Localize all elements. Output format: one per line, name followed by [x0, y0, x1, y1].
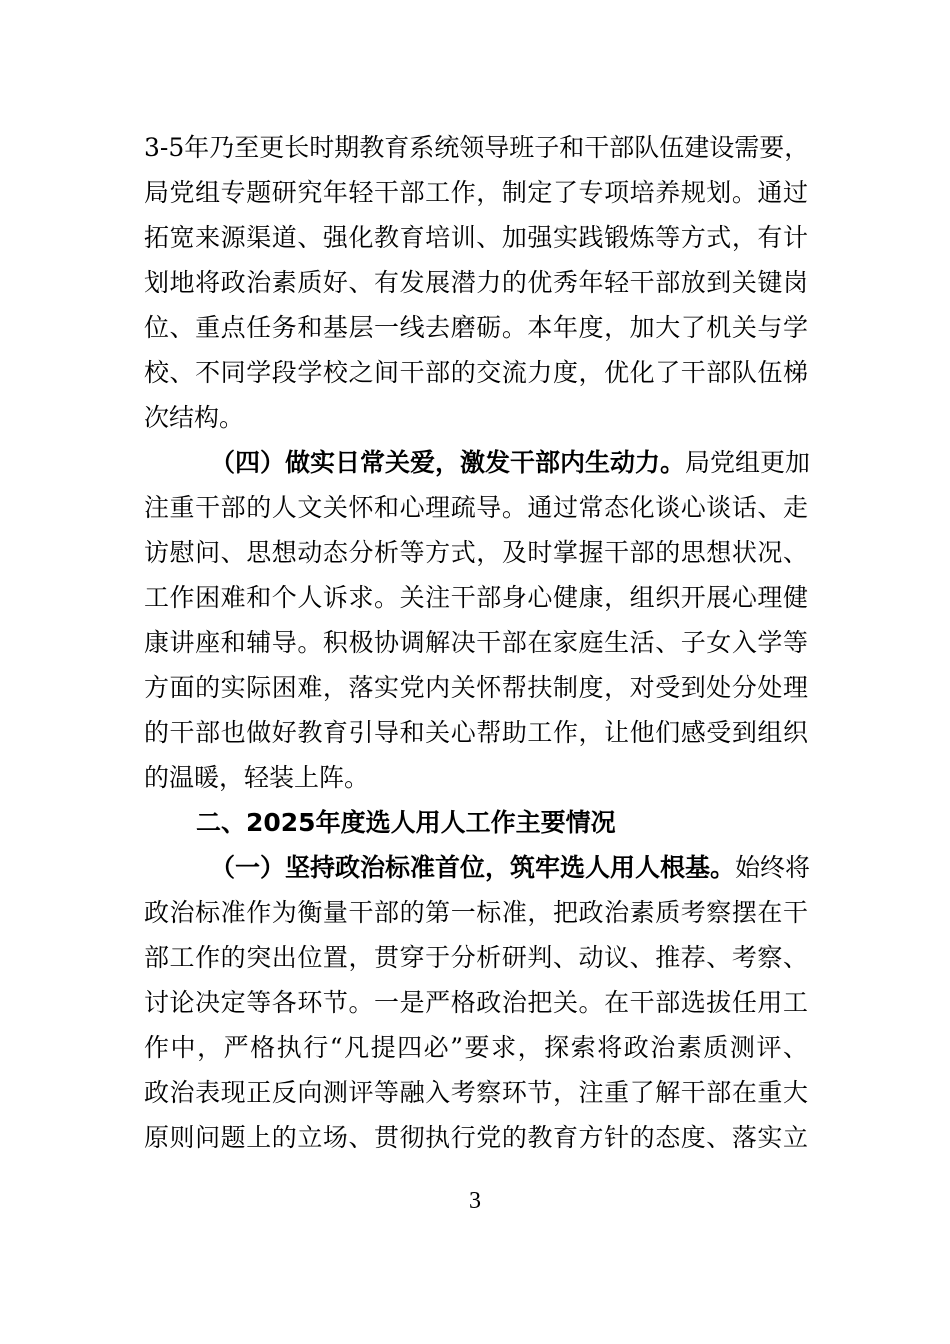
paragraph-line: 的干部也做好教育引导和关心帮助工作，让他们感受到组织	[144, 718, 808, 747]
paragraph-line: 注重干部的人文关怀和心理疏导。通过常态化谈心谈话、走	[144, 493, 808, 522]
paragraph-line: 局党组专题研究年轻干部工作，制定了专项培养规划。通过	[144, 178, 808, 207]
paragraph-line: 3-5年乃至更长时期教育系统领导班子和干部队伍建设需要，	[144, 133, 810, 162]
subsection-lead-4: （四）做实日常关爱，激发干部内生动力。	[210, 448, 686, 477]
paragraph-line: 方面的实际困难，落实党内关怀帮扶制度，对受到处分处理	[144, 673, 808, 702]
paragraph-line: 访慰问、思想动态分析等方式，及时掌握干部的思想状况、	[144, 538, 808, 567]
subsection-first-line	[210, 848, 811, 888]
subsection-first-line	[210, 443, 811, 483]
paragraph-line: 部工作的突出位置，贯穿于分析研判、动议、推荐、考察、	[144, 943, 808, 972]
paragraph-line: 拓宽来源渠道、强化教育培训、加强实践锻炼等方式，有计	[144, 223, 808, 252]
subsection-text: 始终将	[735, 853, 811, 882]
paragraph-line: 次结构。	[144, 403, 245, 432]
subsection-lead-1: （一）坚持政治标准首位，筑牢选人用人根基。	[210, 853, 736, 882]
paragraph-line: 原则问题上的立场、贯彻执行党的教育方针的态度、落实立	[144, 1123, 808, 1152]
paragraph-line: 工作困难和个人诉求。关注干部身心健康，组织开展心理健	[144, 583, 808, 612]
paragraph-line: 讨论决定等各环节。一是严格政治把关。在干部选拔任用工	[144, 988, 808, 1017]
paragraph-line: 校、不同学段学校之间干部的交流力度，优化了干部队伍梯	[144, 358, 808, 387]
paragraph-line: 划地将政治素质好、有发展潜力的优秀年轻干部放到关键岗	[144, 268, 808, 297]
paragraph-line: 的温暖，轻装上阵。	[144, 763, 370, 792]
paragraph-line: 位、重点任务和基层一线去磨砺。本年度，加大了机关与学	[144, 313, 808, 342]
subsection-text: 局党组更加	[685, 448, 811, 477]
page-number: 3	[469, 1188, 481, 1214]
paragraph-line: 政治表现正反向测评等融入考察环节，注重了解干部在重大	[144, 1078, 808, 1107]
paragraph-line: 作中，严格执行“凡提四必”要求，探索将政治素质测评、	[144, 1033, 808, 1062]
paragraph-line: 康讲座和辅导。积极协调解决干部在家庭生活、子女入学等	[144, 628, 808, 657]
paragraph-line: 政治标准作为衡量干部的第一标准，把政治素质考察摆在干	[144, 898, 808, 927]
section-heading: 二、2025年度选人用人工作主要情况	[196, 808, 616, 837]
